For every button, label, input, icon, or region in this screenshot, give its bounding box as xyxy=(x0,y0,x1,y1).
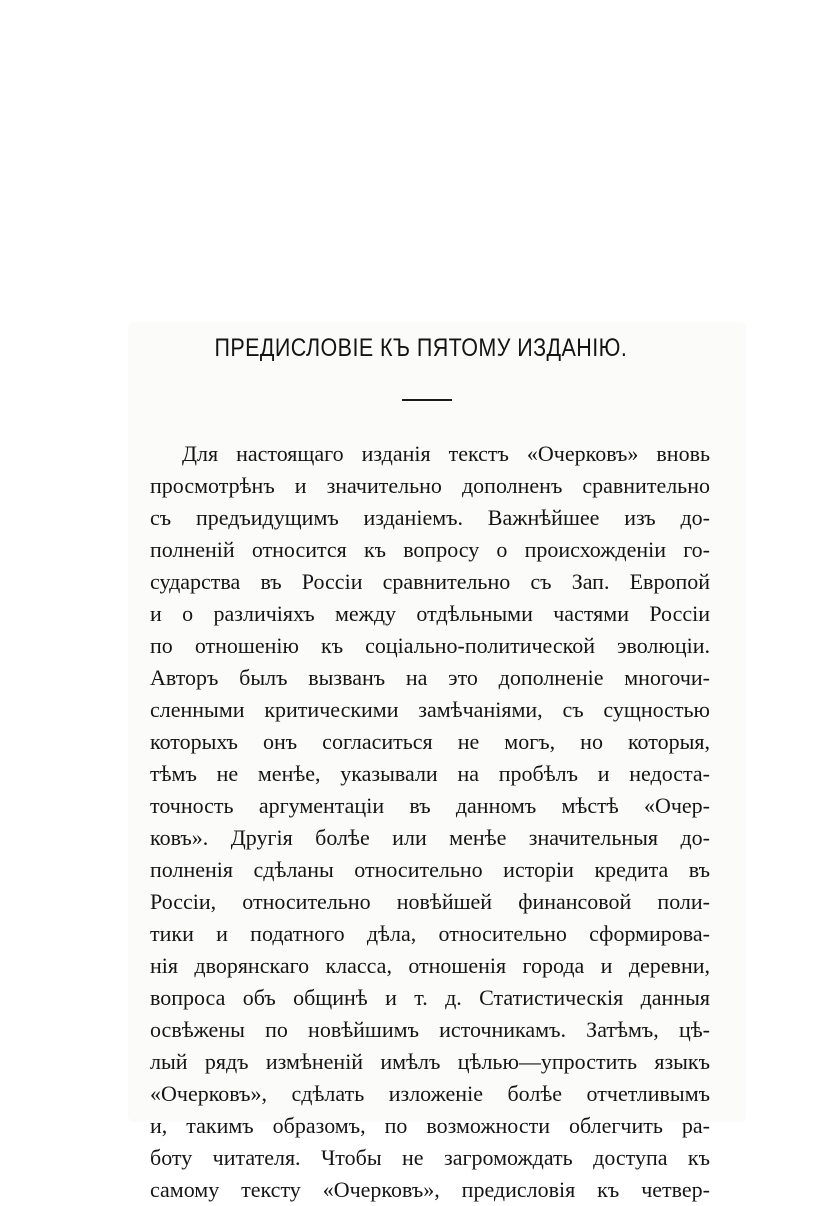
text-line: просмотрѣнъ и значительно дополненъ сравнительно xyxy=(150,473,710,498)
text-line: съ предъидущимъ изданіемъ. Важнѣйшее изъ до- xyxy=(150,505,710,530)
preface-paragraph xyxy=(150,438,710,1206)
text-line: полненія сдѣланы относительно исторіи кредита въ xyxy=(150,857,710,882)
text-line: ковъ». Другія болѣе или менѣе значительныя до- xyxy=(150,825,710,850)
page-title: ПРЕДИСЛОВІЕ КЪ ПЯТОМУ ИЗДАНІЮ. xyxy=(214,334,628,362)
text-line: Россіи, относительно новѣйшей финансовой поли- xyxy=(150,889,710,914)
text-line: тѣмъ не менѣе, указывали на пробѣлъ и недоста- xyxy=(150,761,710,786)
text-line: лый рядъ измѣненій имѣлъ цѣлью—упростить языкъ xyxy=(150,1049,710,1074)
text-line: освѣжены по новѣйшимъ источникамъ. Затѣмъ, цѣ- xyxy=(150,1017,710,1042)
text-line: «Очерковъ», сдѣлать изложеніе болѣе отчетливымъ xyxy=(150,1081,710,1106)
text-line: полненій относится къ вопросу о происхожденіи го- xyxy=(150,537,710,562)
text-line: точность аргументаціи въ данномъ мѣстѣ «Очер- xyxy=(150,793,710,818)
text-line: и о различіяхъ между отдѣльными частями Россіи xyxy=(150,601,710,626)
text-line: и, такимъ образомъ, по возможности облегчить ра- xyxy=(150,1113,710,1138)
text-line: вопроса объ общинѣ и т. д. Статистическія данныя xyxy=(150,985,710,1010)
text-line: которыхъ онъ согласиться не могъ, но которыя, xyxy=(150,729,710,754)
title-divider xyxy=(402,399,452,401)
text-line: нія дворянскаго класса, отношенія города и деревни, xyxy=(150,953,710,978)
text-line: сленными критическими замѣчаніями, съ сущностью xyxy=(150,697,710,722)
text-line: самому тексту «Очерковъ», предисловія къ четвер- xyxy=(150,1177,710,1202)
text-line: по отношенію къ соціально-политической эволюціи. xyxy=(150,633,710,658)
text-line: сударства въ Россіи сравнительно съ Зап. Европой xyxy=(150,569,710,594)
text-line: Авторъ былъ вызванъ на это дополненіе многочи- xyxy=(150,665,710,690)
text-line: боту читателя. Чтобы не загромождать доступа къ xyxy=(150,1145,710,1170)
text-line: тики и податного дѣла, относительно сформирова- xyxy=(150,921,710,946)
text-line: Для настоящаго изданія текстъ «Очерковъ» вновь xyxy=(182,441,710,466)
